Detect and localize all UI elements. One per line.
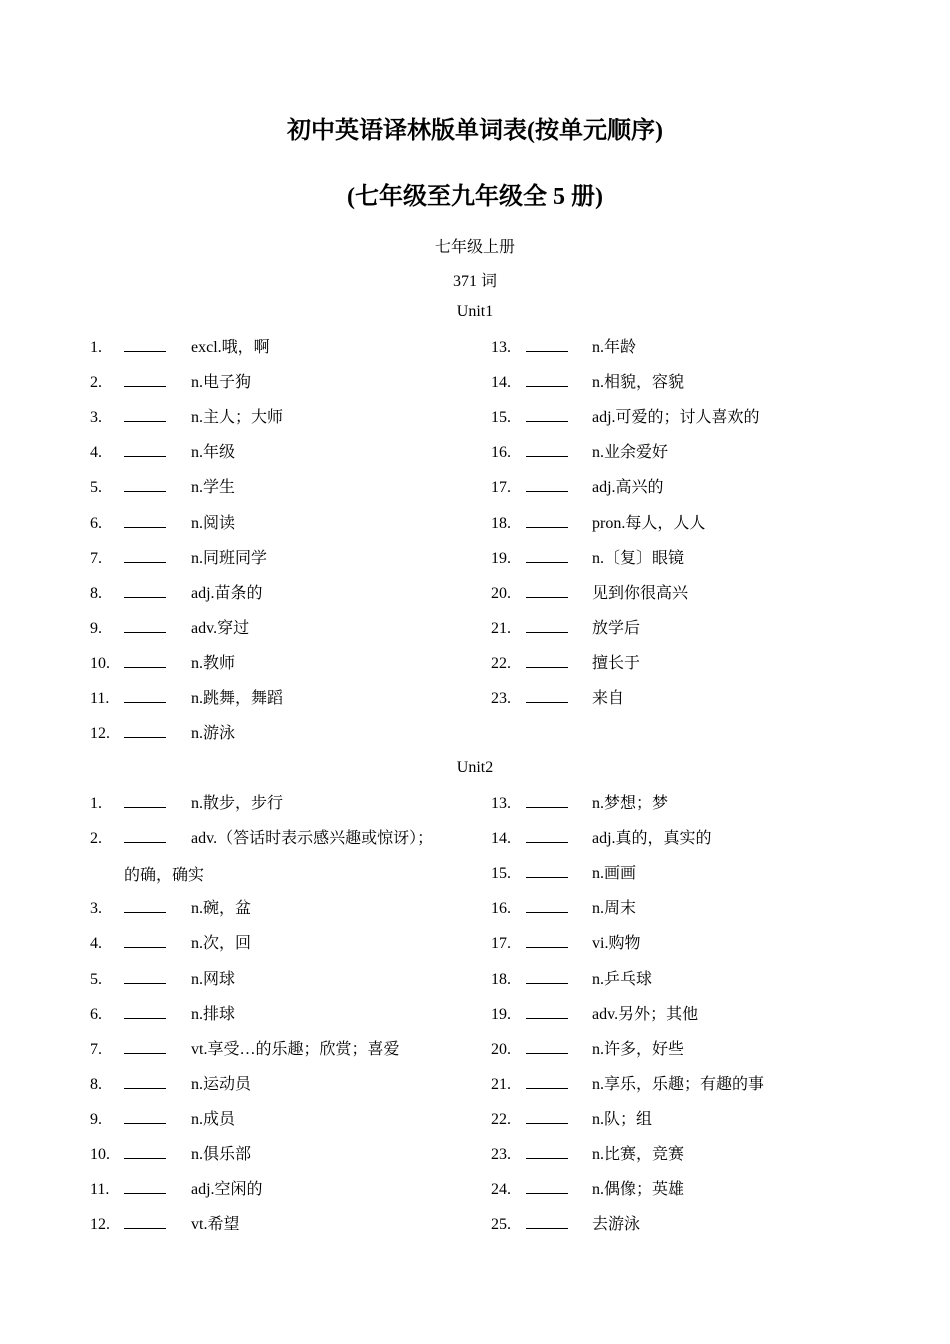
item-definition: vt.希望 [191, 1216, 240, 1234]
item-number: 17. [491, 935, 511, 953]
item-number: 6. [90, 514, 102, 532]
item-definition: adj.空闲的 [191, 1181, 263, 1199]
item-definition: n.游泳 [191, 725, 236, 743]
answer-blank[interactable] [526, 1193, 568, 1194]
answer-blank[interactable] [124, 947, 166, 948]
item-definition: adj.高兴的 [592, 479, 664, 497]
item-definition: 擅长于 [592, 654, 641, 672]
answer-blank[interactable] [124, 1018, 166, 1019]
answer-blank[interactable] [124, 702, 166, 703]
answer-blank[interactable] [526, 667, 568, 668]
item-definition-continued: 的确，确实 [124, 867, 205, 885]
item-definition: adj.真的，真实的 [592, 830, 712, 848]
answer-blank[interactable] [526, 597, 568, 598]
item-number: 21. [491, 619, 511, 637]
answer-blank[interactable] [526, 456, 568, 457]
item-definition: vi.购物 [592, 935, 641, 953]
item-definition: adv.穿过 [191, 619, 250, 637]
answer-blank[interactable] [526, 562, 568, 563]
item-definition: adv.另外；其他 [592, 1005, 699, 1023]
item-number: 9. [90, 1110, 102, 1128]
answer-blank[interactable] [526, 1018, 568, 1019]
item-number: 5. [90, 970, 102, 988]
item-definition: n.享乐，乐趣；有趣的事 [592, 1075, 765, 1093]
answer-blank[interactable] [124, 632, 166, 633]
item-definition: n.周末 [592, 900, 637, 918]
item-definition: vt.享受…的乐趣；欣赏；喜爱 [191, 1040, 400, 1058]
book-label: 七年级上册 [434, 239, 515, 256]
item-number: 17. [491, 479, 511, 497]
item-definition: n.队；组 [592, 1110, 653, 1128]
item-number: 20. [491, 1040, 511, 1058]
answer-blank[interactable] [124, 1053, 166, 1054]
answer-blank[interactable] [124, 597, 166, 598]
answer-blank[interactable] [526, 1123, 568, 1124]
answer-blank[interactable] [124, 1123, 166, 1124]
item-number: 21. [491, 1075, 511, 1093]
answer-blank[interactable] [526, 1158, 568, 1159]
item-number: 15. [491, 865, 511, 883]
item-number: 22. [491, 654, 511, 672]
answer-blank[interactable] [526, 947, 568, 948]
answer-blank[interactable] [124, 421, 166, 422]
item-number: 16. [491, 900, 511, 918]
answer-blank[interactable] [124, 983, 166, 984]
item-definition: 来自 [592, 690, 625, 707]
answer-blank[interactable] [124, 386, 166, 387]
answer-blank[interactable] [526, 877, 568, 878]
item-number: 10. [90, 654, 110, 672]
item-number: 13. [491, 339, 511, 356]
answer-blank[interactable] [526, 1228, 568, 1229]
item-number: 4. [90, 444, 102, 462]
item-number: 4. [90, 935, 102, 953]
item-definition: adv.（答话时表示感兴趣或惊讶）； [191, 830, 434, 848]
item-definition: n.比赛，竞赛 [592, 1146, 685, 1163]
item-definition: n.阅读 [191, 514, 236, 532]
title-line-2: (七年级至九年级全 5 册) [347, 184, 603, 210]
item-number: 3. [90, 409, 102, 427]
answer-blank[interactable] [526, 983, 568, 984]
item-definition: n.许多，好些 [592, 1040, 685, 1058]
item-number: 10. [90, 1146, 110, 1163]
item-number: 23. [491, 690, 511, 707]
item-number: 20. [491, 584, 511, 602]
item-definition: n.〔复〕眼镜 [592, 549, 685, 567]
item-definition: n.乒乓球 [592, 970, 653, 988]
item-definition: n.学生 [191, 479, 236, 497]
item-definition: n.成员 [191, 1110, 236, 1128]
item-number: 8. [90, 584, 102, 602]
item-number: 14. [491, 830, 511, 848]
item-definition: n.业余爱好 [592, 444, 669, 462]
item-definition: n.俱乐部 [191, 1146, 252, 1163]
answer-blank[interactable] [526, 1088, 568, 1089]
item-number: 22. [491, 1110, 511, 1128]
answer-blank[interactable] [526, 351, 568, 352]
item-number: 14. [491, 374, 511, 392]
item-number: 6. [90, 1005, 102, 1023]
item-definition: n.教师 [191, 654, 236, 672]
item-number: 5. [90, 479, 102, 497]
item-definition: n.运动员 [191, 1075, 252, 1093]
item-definition: n.画画 [592, 865, 637, 883]
item-number: 11. [90, 1181, 110, 1199]
unit-heading: Unit1 [456, 303, 494, 320]
item-definition: n.碗，盆 [191, 900, 252, 918]
answer-blank[interactable] [526, 702, 568, 703]
item-number: 9. [90, 619, 102, 637]
item-definition: adj.苗条的 [191, 584, 263, 602]
item-definition: n.主人；大师 [191, 409, 284, 427]
item-number: 18. [491, 514, 511, 532]
answer-blank[interactable] [124, 1193, 166, 1194]
answer-blank[interactable] [124, 1158, 166, 1159]
answer-blank[interactable] [124, 842, 166, 843]
item-definition: n.电子狗 [191, 374, 252, 392]
answer-blank[interactable] [526, 491, 568, 492]
item-number: 3. [90, 900, 102, 918]
item-definition: excl.哦，啊 [191, 339, 270, 356]
item-number: 8. [90, 1075, 102, 1093]
item-number: 1. [90, 339, 102, 356]
item-number: 11. [90, 690, 110, 707]
item-number: 16. [491, 444, 511, 462]
item-definition: n.次，回 [191, 935, 252, 953]
item-number: 19. [491, 549, 511, 567]
item-definition: 去游泳 [592, 1216, 641, 1234]
item-number: 13. [491, 795, 511, 812]
item-definition: n.跳舞，舞蹈 [191, 690, 284, 707]
item-definition: pron.每人，人人 [592, 514, 706, 532]
answer-blank[interactable] [124, 912, 166, 913]
item-number: 12. [90, 725, 110, 743]
answer-blank[interactable] [526, 842, 568, 843]
answer-blank[interactable] [124, 351, 166, 352]
item-number: 2. [90, 830, 102, 848]
item-definition: adj.可爱的；讨人喜欢的 [592, 409, 760, 427]
answer-blank[interactable] [526, 1053, 568, 1054]
item-number: 12. [90, 1216, 110, 1234]
item-definition: 放学后 [592, 619, 641, 637]
answer-blank[interactable] [124, 491, 166, 492]
item-number: 7. [90, 1040, 102, 1058]
item-number: 18. [491, 970, 511, 988]
answer-blank[interactable] [526, 527, 568, 528]
item-number: 25. [491, 1216, 511, 1234]
item-definition: n.年级 [191, 444, 236, 462]
answer-blank[interactable] [124, 1088, 166, 1089]
item-definition: n.散步，步行 [191, 795, 284, 812]
answer-blank[interactable] [124, 562, 166, 563]
item-number: 23. [491, 1146, 511, 1163]
item-definition: n.相貌，容貌 [592, 374, 685, 392]
answer-blank[interactable] [526, 632, 568, 633]
word-count: 371 词 [452, 273, 497, 290]
item-number: 19. [491, 1005, 511, 1023]
answer-blank[interactable] [526, 386, 568, 387]
item-definition: n.年龄 [592, 339, 637, 356]
answer-blank[interactable] [124, 527, 166, 528]
item-definition: n.偶像；英雄 [592, 1181, 685, 1199]
answer-blank[interactable] [526, 421, 568, 422]
title-line-1: 初中英语译林版单词表(按单元顺序) [287, 118, 663, 144]
answer-blank[interactable] [124, 737, 166, 738]
item-definition: n.排球 [191, 1005, 236, 1023]
item-definition: n.梦想；梦 [592, 795, 669, 812]
answer-blank[interactable] [124, 456, 166, 457]
unit-heading: Unit2 [456, 759, 494, 776]
answer-blank[interactable] [124, 807, 166, 808]
item-number: 1. [90, 795, 102, 812]
item-number: 7. [90, 549, 102, 567]
answer-blank[interactable] [124, 667, 166, 668]
item-definition: 见到你很高兴 [592, 584, 689, 602]
answer-blank[interactable] [124, 1228, 166, 1229]
item-number: 15. [491, 409, 511, 427]
item-number: 2. [90, 374, 102, 392]
answer-blank[interactable] [526, 807, 568, 808]
item-number: 24. [491, 1181, 511, 1199]
item-definition: n.网球 [191, 970, 236, 988]
item-definition: n.同班同学 [191, 549, 268, 567]
answer-blank[interactable] [526, 912, 568, 913]
